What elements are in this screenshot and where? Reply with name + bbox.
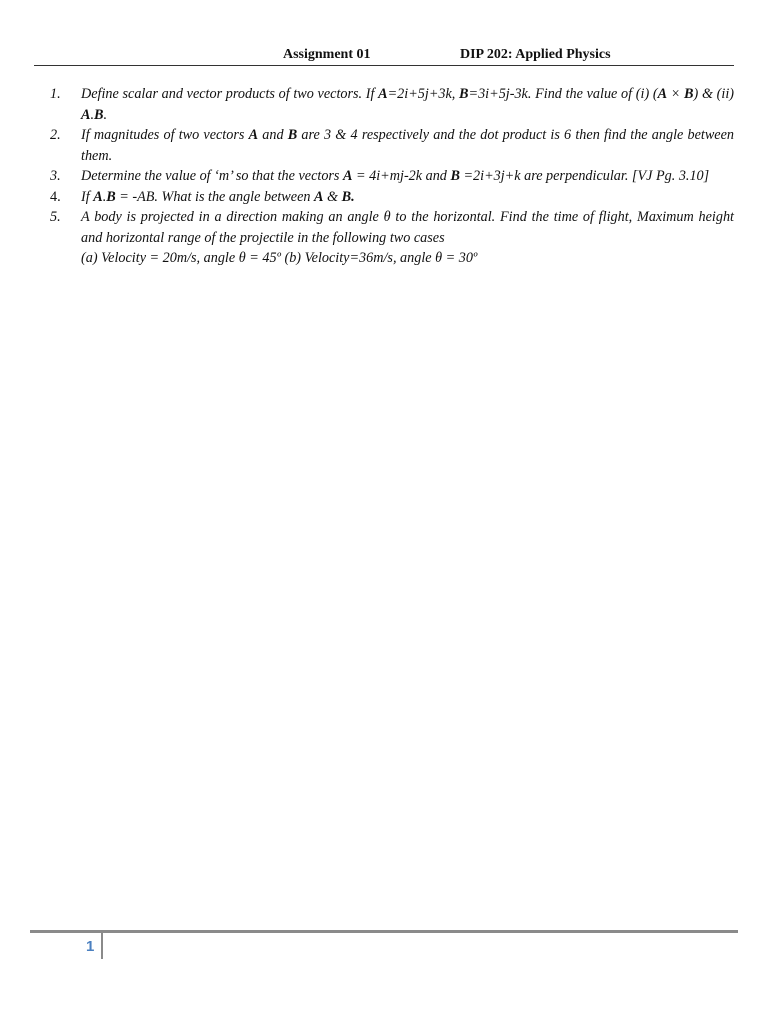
- vector-symbol: A: [93, 188, 103, 205]
- question-text-run: = -AB. What is the angle between: [115, 188, 315, 205]
- question-number: 3.: [50, 168, 61, 184]
- question-text-run: =2i+3j+k are perpendicular. [VJ Pg. 3.10]: [459, 168, 710, 184]
- question-text-run: are 3 & 4 respectively and the dot product is 6 then find the angle between them.: [81, 127, 734, 164]
- page-number: 1: [86, 938, 95, 955]
- question-text-run: = 4i+mj-2k and: [352, 168, 451, 184]
- question-text-run: Determine the value of ‘m’ so that the vectors: [81, 168, 344, 184]
- question-text-run: and: [258, 127, 288, 143]
- question-text: [81, 207, 734, 269]
- question-text-run: A body is projected in a direction making an angle θ to the horizontal. Find the time of flight, Maximum height and horizontal range of the projectile in the following two cases: [81, 209, 734, 246]
- vector-symbol: A: [248, 127, 259, 143]
- question-item: [50, 207, 734, 269]
- question-number: 1.: [50, 86, 61, 102]
- page-header: [34, 45, 734, 66]
- question-text-run: =2i+5j+3k,: [387, 86, 460, 102]
- question-text-run: .: [102, 188, 107, 205]
- vector-symbol: A: [378, 86, 388, 102]
- vector-symbol: B: [684, 86, 694, 102]
- question-text: [81, 84, 734, 125]
- question-text-run: .: [90, 106, 95, 123]
- question-item: [50, 187, 734, 208]
- vector-symbol: A: [81, 106, 91, 123]
- vector-symbol: B.: [341, 188, 355, 205]
- vector-symbol: A: [343, 168, 353, 184]
- course-title: DIP 202: Applied Physics: [460, 47, 611, 62]
- vector-symbol: B: [94, 106, 104, 123]
- question-number: 4.: [50, 188, 61, 205]
- vector-symbol: B: [459, 86, 469, 102]
- vector-symbol: A: [314, 188, 324, 205]
- question-text-run: &: [323, 188, 342, 205]
- vector-symbol: A: [657, 86, 668, 102]
- page-number-divider: [101, 933, 103, 959]
- question-list: [50, 84, 734, 269]
- assignment-title: Assignment 01: [283, 47, 371, 62]
- question-number: 5.: [50, 209, 61, 225]
- footer-rule: [30, 930, 738, 933]
- question-text: [81, 125, 734, 166]
- question-text-run: .: [103, 106, 108, 123]
- question-item: [50, 125, 734, 166]
- question-item: [50, 84, 734, 125]
- question-item: [50, 166, 734, 187]
- question-number: 2.: [50, 127, 61, 143]
- question-text-run: (a) Velocity = 20m/s, angle θ = 45º (b) Velocity=36m/s, angle θ = 30º: [81, 250, 478, 266]
- question-text: [81, 187, 734, 208]
- question-text-run: ×: [667, 86, 685, 102]
- question-text-run: Define scalar and vector products of two vectors. If: [81, 86, 379, 102]
- vector-symbol: B: [106, 188, 116, 205]
- question-text-run: ) & (ii): [693, 86, 735, 102]
- question-text-run: =3i+5j-3k. Find the value of (i) (: [468, 86, 658, 102]
- vector-symbol: B: [287, 127, 298, 143]
- question-text: [81, 166, 734, 187]
- question-text-run: If magnitudes of two vectors: [81, 127, 249, 143]
- question-text-run: If: [81, 188, 94, 205]
- vector-symbol: B: [450, 168, 460, 184]
